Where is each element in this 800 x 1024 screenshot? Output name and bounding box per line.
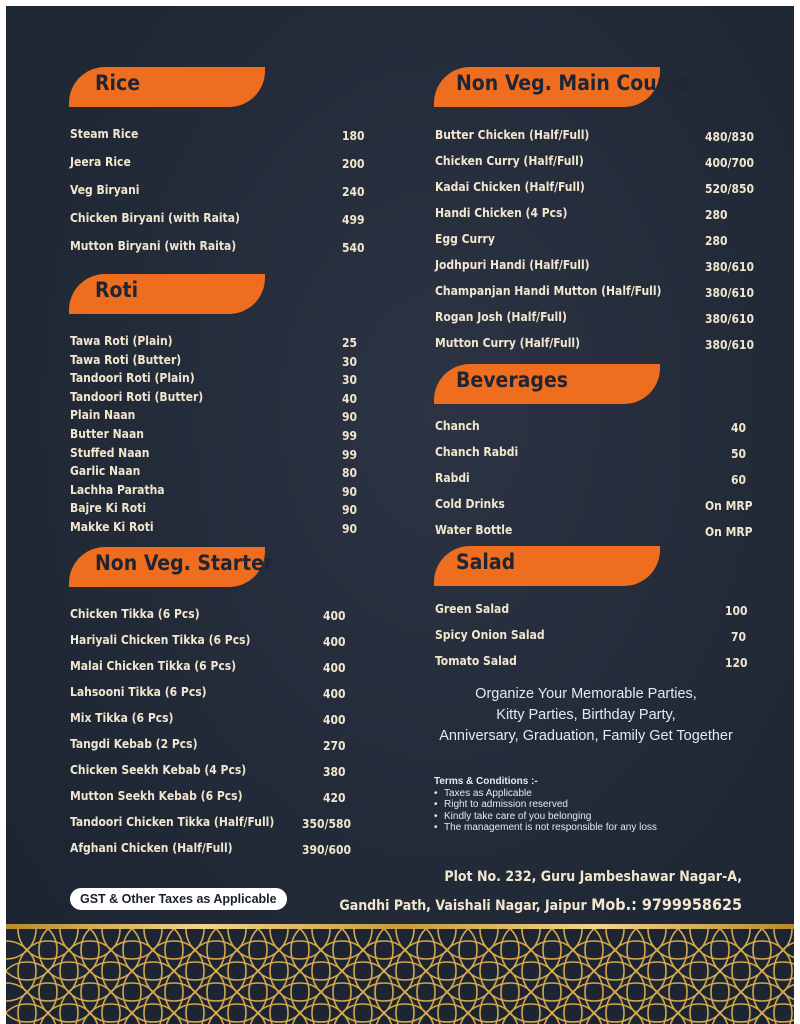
menu-item <box>70 789 370 815</box>
item-price: On MRP <box>705 499 753 513</box>
item-price: 520/850 <box>705 182 755 196</box>
pattern-circle <box>438 929 498 959</box>
item-name: Water Bottle <box>435 523 513 537</box>
item-price: 380/610 <box>705 286 755 300</box>
item-name: Handi Chicken (4 Pcs) <box>435 206 568 220</box>
pattern-circle <box>396 929 456 959</box>
menu-item <box>435 284 765 310</box>
item-name: Makke Ki Roti <box>70 519 154 534</box>
item-price: 400 <box>323 687 346 701</box>
section-title-salad: Salad <box>456 550 516 574</box>
item-price: 280 <box>705 234 728 248</box>
menu-item <box>70 127 370 155</box>
menu-item <box>435 180 765 206</box>
item-name: Steam Rice <box>70 127 139 141</box>
menu-item <box>70 427 370 446</box>
item-price: 499 <box>342 213 365 227</box>
menu-item <box>435 258 765 284</box>
menu-item <box>70 390 370 409</box>
terms-list <box>434 788 657 834</box>
menu-item <box>70 633 370 659</box>
item-name: Jodhpuri Handi (Half/Full) <box>435 258 590 272</box>
item-price: 400 <box>323 713 346 727</box>
item-price: 390/600 <box>302 843 352 857</box>
menu-item <box>435 206 765 232</box>
pattern-circle <box>522 929 582 959</box>
item-name: Tomato Salad <box>435 654 517 668</box>
address-line-2: Gandhi Path, Vaishali Nagar, Jaipur <box>339 898 587 914</box>
menu-item <box>70 371 370 390</box>
address-block <box>339 864 742 920</box>
item-name: Mutton Biryani (with Raita) <box>70 239 237 253</box>
item-price: 90 <box>342 503 358 518</box>
item-price: 60 <box>731 473 747 487</box>
item-name: Mutton Curry (Half/Full) <box>435 336 581 350</box>
item-price: 70 <box>731 630 747 644</box>
item-price: 200 <box>342 157 365 171</box>
item-name: Lahsooni Tikka (6 Pcs) <box>70 685 207 699</box>
item-price: 99 <box>342 428 358 443</box>
item-name: Hariyali Chicken Tikka (6 Pcs) <box>70 633 251 647</box>
section-header-beverages <box>434 364 660 404</box>
menu-item <box>70 520 370 539</box>
item-name: Afghani Chicken (Half/Full) <box>70 841 233 855</box>
item-price: 120 <box>725 656 748 670</box>
menu-item <box>435 128 765 154</box>
starter-list <box>70 607 370 867</box>
item-price: 240 <box>342 185 365 199</box>
pattern-circle <box>606 929 666 959</box>
item-price: 25 <box>342 336 358 350</box>
pattern-circle <box>270 929 330 959</box>
item-price: 420 <box>323 791 346 805</box>
menu-item <box>70 841 370 867</box>
item-price: 100 <box>725 604 748 618</box>
menu-item <box>435 445 765 471</box>
item-price: 380/610 <box>705 312 755 326</box>
menu-item <box>70 211 370 239</box>
section-title-rice: Rice <box>95 71 141 95</box>
menu-item <box>435 471 765 497</box>
item-name: Veg Biryani <box>70 183 140 197</box>
item-price: 400/700 <box>705 156 755 170</box>
item-price: 99 <box>342 447 358 462</box>
pattern-circle <box>648 929 708 959</box>
salad-list <box>435 602 765 680</box>
menu-item <box>70 483 370 502</box>
item-name: Tandoori Chicken Tikka (Half/Full) <box>70 815 275 829</box>
section-header-main-course <box>434 67 691 107</box>
menu-item <box>70 737 370 763</box>
item-name: Cold Drinks <box>435 497 505 511</box>
main-course-list <box>435 128 765 362</box>
section-header-starter <box>69 547 274 587</box>
menu-item <box>70 408 370 427</box>
section-header-salad <box>434 546 660 586</box>
item-price: 80 <box>342 466 358 481</box>
item-name: Champanjan Handi Mutton (Half/Full) <box>435 284 662 298</box>
promo-line: Anniversary, Graduation, Family Get Together <box>439 728 733 744</box>
item-name: Tawa Roti (Butter) <box>70 352 182 367</box>
promo-line: Organize Your Memorable Parties, <box>475 686 697 702</box>
pattern-circle <box>732 929 792 959</box>
menu-item <box>435 232 765 258</box>
section-header-roti <box>69 274 265 314</box>
item-price: 40 <box>342 391 358 406</box>
gold-circle-pattern <box>6 929 794 1024</box>
menu-item <box>435 602 765 628</box>
menu-item <box>70 815 370 841</box>
item-name: Mutton Seekh Kebab (6 Pcs) <box>70 789 243 803</box>
pattern-circle <box>312 929 372 959</box>
item-price: 400 <box>323 609 346 623</box>
item-name: Rabdi <box>435 471 470 485</box>
pattern-circle <box>228 929 288 959</box>
pattern-circle <box>564 929 624 959</box>
menu-item <box>70 155 370 183</box>
address-line-1: Plot No. 232, Guru Jambeshawar Nagar-A, <box>444 869 742 885</box>
item-name: Chicken Curry (Half/Full) <box>435 154 584 168</box>
terms-item: • The management is not responsible for any loss <box>434 822 657 834</box>
menu-item <box>70 353 370 372</box>
item-name: Bajre Ki Roti <box>70 501 147 516</box>
menu-item <box>70 685 370 711</box>
pattern-circle <box>354 929 414 959</box>
menu-item <box>70 183 370 211</box>
pattern-circle <box>480 929 540 959</box>
item-name: Lachha Paratha <box>70 482 165 497</box>
menu-item <box>435 628 765 654</box>
item-price: On MRP <box>705 525 753 539</box>
menu-item <box>435 310 765 336</box>
item-price: 400 <box>323 635 346 649</box>
item-name: Jeera Rice <box>70 155 131 169</box>
pattern-circle <box>18 929 78 959</box>
item-name: Garlic Naan <box>70 464 141 479</box>
section-header-rice <box>69 67 265 107</box>
item-name: Chicken Tikka (6 Pcs) <box>70 607 200 621</box>
item-price: 400 <box>323 661 346 675</box>
decorative-pattern-graphic <box>6 929 794 1024</box>
promo-line: Kitty Parties, Birthday Party, <box>496 707 676 723</box>
item-price: 540 <box>342 241 365 255</box>
item-price: 280 <box>705 208 728 222</box>
item-name: Green Salad <box>435 602 510 616</box>
terms-title: Terms & Conditions :- <box>434 776 538 787</box>
item-price: 40 <box>731 421 747 435</box>
item-price: 380/610 <box>705 260 755 274</box>
item-name: Rogan Josh (Half/Full) <box>435 310 567 324</box>
section-title-roti: Roti <box>95 278 139 302</box>
menu-item <box>70 446 370 465</box>
pattern-circle <box>690 929 750 959</box>
pattern-circle <box>60 929 120 959</box>
item-price: 480/830 <box>705 130 755 144</box>
item-price: 90 <box>342 484 358 499</box>
menu-item <box>435 336 765 362</box>
item-price: 350/580 <box>302 817 352 831</box>
menu-item <box>70 659 370 685</box>
item-name: Chicken Seekh Kebab (4 Pcs) <box>70 763 247 777</box>
menu-item <box>70 334 370 353</box>
item-name: Kadai Chicken (Half/Full) <box>435 180 585 194</box>
party-promo <box>406 684 766 747</box>
item-name: Spicy Onion Salad <box>435 628 545 642</box>
menu-item <box>70 607 370 633</box>
menu-item <box>70 763 370 789</box>
menu-item <box>70 711 370 737</box>
pattern-circle <box>6 941 36 1001</box>
menu-item <box>435 419 765 445</box>
item-name: Butter Naan <box>70 426 144 441</box>
mobile-number: Mob.: 9799958625 <box>591 895 742 914</box>
item-name: Tandoori Roti (Butter) <box>70 389 204 404</box>
item-name: Tawa Roti (Plain) <box>70 334 173 348</box>
rice-list <box>70 127 370 267</box>
item-name: Chanch <box>435 419 480 433</box>
menu-item <box>70 464 370 483</box>
item-name: Egg Curry <box>435 232 495 246</box>
pattern-circle <box>102 929 162 959</box>
item-price: 270 <box>323 739 346 753</box>
beverages-list <box>435 419 765 549</box>
terms-item: • Kindly take care of you belonging <box>434 811 657 823</box>
item-name: Chicken Biryani (with Raita) <box>70 211 240 225</box>
menu-item <box>435 497 765 523</box>
item-name: Mix Tikka (6 Pcs) <box>70 711 174 725</box>
menu-card <box>6 6 794 1024</box>
item-name: Stuffed Naan <box>70 445 150 460</box>
item-price: 30 <box>342 373 358 388</box>
roti-list <box>70 334 370 539</box>
item-name: Malai Chicken Tikka (6 Pcs) <box>70 659 237 673</box>
item-price: 380 <box>323 765 346 779</box>
pattern-circle <box>144 929 204 959</box>
menu-item <box>70 239 370 267</box>
item-name: Butter Chicken (Half/Full) <box>435 128 590 142</box>
gst-note-badge: GST & Other Taxes as Applicable <box>70 888 287 910</box>
menu-item <box>435 654 765 680</box>
terms-item: • Taxes as Applicable <box>434 788 657 800</box>
pattern-circle <box>186 929 246 959</box>
section-title-main-course: Non Veg. Main Course <box>456 71 691 95</box>
item-price: 380/610 <box>705 338 755 352</box>
item-price: 30 <box>342 354 358 369</box>
item-price: 90 <box>342 521 358 536</box>
item-price: 50 <box>731 447 747 461</box>
menu-item <box>70 501 370 520</box>
item-name: Tangdi Kebab (2 Pcs) <box>70 737 198 751</box>
menu-item <box>435 154 765 180</box>
item-name: Tandoori Roti (Plain) <box>70 371 195 386</box>
terms-and-conditions <box>434 776 657 834</box>
item-name: Plain Naan <box>70 408 136 423</box>
item-price: 180 <box>342 129 365 143</box>
section-title-beverages: Beverages <box>456 368 569 392</box>
item-price: 90 <box>342 410 358 425</box>
section-title-starter: Non Veg. Starter <box>95 551 274 575</box>
item-name: Chanch Rabdi <box>435 445 519 459</box>
terms-item: • Right to admission reserved <box>434 799 657 811</box>
